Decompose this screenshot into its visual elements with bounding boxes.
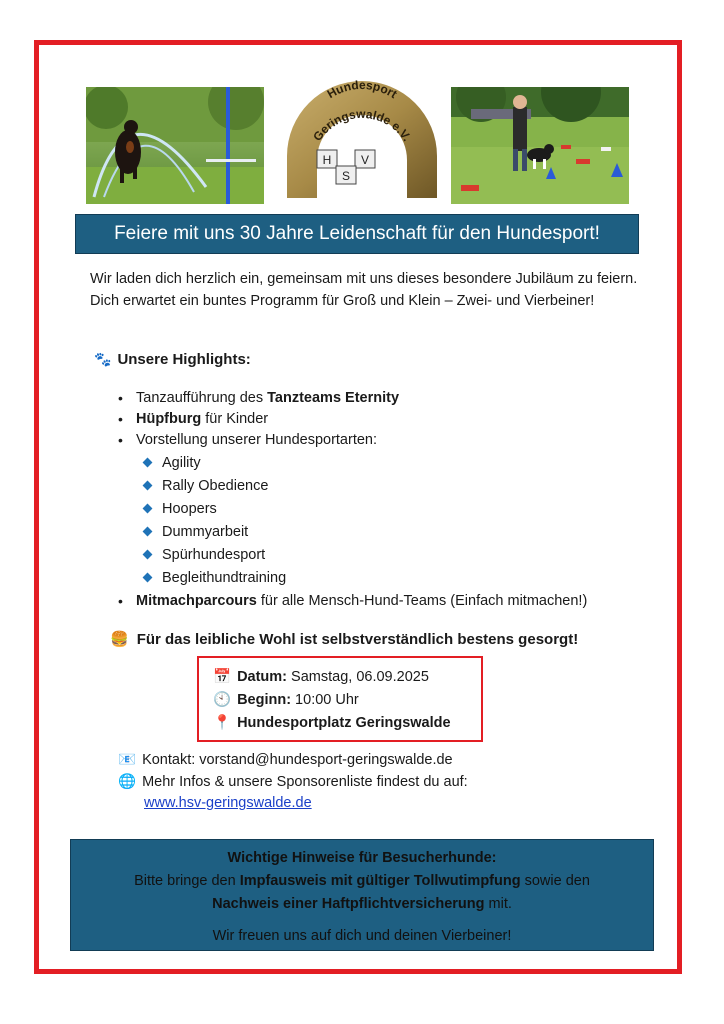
logo-block-h: H bbox=[322, 153, 332, 167]
pin-icon: 📍 bbox=[213, 715, 232, 731]
list-text-bold: Mitmachparcours bbox=[136, 593, 257, 609]
logo-block-v: V bbox=[360, 153, 370, 167]
highlights-heading bbox=[94, 351, 251, 368]
paw-icon: 🐾 bbox=[94, 351, 112, 367]
website-link[interactable]: www.hsv-geringswalde.de bbox=[144, 795, 312, 811]
calendar-icon: 📅 bbox=[213, 669, 232, 685]
club-logo bbox=[283, 78, 441, 208]
list-text: für Kinder bbox=[201, 411, 269, 427]
notice-closing: Wir freuen uns auf dich und deinen Vierbeiner! bbox=[212, 928, 512, 944]
list-text-bold: Tanzteams Eternity bbox=[267, 390, 400, 406]
photo-hoopers-dog bbox=[86, 87, 264, 204]
contact-email: 📧 Kontakt: vorstand@hundesport-geringswalde.de bbox=[118, 751, 453, 768]
bullet: • bbox=[118, 432, 123, 448]
list-text: für alle Mensch-Hund-Teams (Einfach mitmachen!) bbox=[256, 593, 588, 609]
food-line bbox=[110, 630, 578, 648]
contact-info: 🌐 Mehr Infos & unsere Sponsorenliste findest du auf: bbox=[118, 773, 468, 790]
clock-icon: 🕙 bbox=[213, 692, 232, 708]
list-item-huepfburg bbox=[118, 409, 269, 429]
logo-arc-bottom: Geringswalde e.V. bbox=[310, 106, 415, 144]
notice-line-1: Bitte bringe den Impfausweis mit gültiger Tollwutimpfung sowie den bbox=[134, 873, 590, 889]
intro-text: Wir laden dich herzlich ein, gemeinsam mit uns dieses besondere Jubiläum zu feiern. Dich erwartet ein buntes Programm für Groß und Klein – Zwei- und Vierbeiner! bbox=[90, 271, 638, 309]
list-text-bold: Hüpfburg bbox=[136, 411, 202, 427]
list-text: Tanzaufführung des bbox=[136, 390, 268, 406]
headline-banner: Feiere mit uns 30 Jahre Leidenschaft für den Hundesport! bbox=[75, 214, 639, 254]
list-text: Vorstellung unserer Hundesportarten: bbox=[136, 432, 378, 448]
list-item-tanzteam bbox=[118, 388, 400, 408]
sport-item: Agility bbox=[162, 453, 201, 473]
event-start: 🕙 Beginn: 10:00 Uhr bbox=[213, 691, 359, 708]
visitor-dogs-notice bbox=[70, 839, 654, 951]
sport-item: Begleithundtraining bbox=[162, 568, 286, 588]
event-date: 📅 Datum: Samstag, 06.09.2025 bbox=[213, 668, 429, 685]
highlights-heading-text: Unsere Highlights: bbox=[117, 351, 251, 368]
event-place: 📍 Hundesportplatz Geringswalde bbox=[213, 714, 451, 731]
logo-block-s: S bbox=[341, 169, 351, 183]
logo-arc-top: Hundesport bbox=[324, 78, 400, 102]
burger-icon: 🍔 bbox=[110, 631, 129, 648]
photo-rally-obedience bbox=[451, 87, 629, 204]
sport-item: Dummyarbeit bbox=[162, 522, 248, 542]
notice-heading: Wichtige Hinweise für Besucherhunde: bbox=[227, 850, 497, 866]
food-text: Für das leibliche Wohl ist selbstverständlich bestens gesorgt! bbox=[136, 630, 579, 648]
notice-line-2: Nachweis einer Haftpflichtversicherung mit. bbox=[212, 896, 512, 912]
sport-item: Rally Obedience bbox=[162, 476, 268, 496]
bullet: • bbox=[118, 411, 123, 427]
bullet: • bbox=[118, 390, 123, 406]
globe-icon: 🌐 bbox=[118, 774, 137, 790]
list-item-hundesportarten bbox=[118, 430, 378, 450]
bullet: • bbox=[118, 593, 123, 609]
sport-item: Spürhundesport bbox=[162, 545, 265, 565]
list-item-mitmachparcours bbox=[118, 591, 588, 611]
sport-item: Hoopers bbox=[162, 499, 217, 519]
event-info-box bbox=[197, 656, 483, 742]
envelope-icon: 📧 bbox=[118, 752, 137, 768]
